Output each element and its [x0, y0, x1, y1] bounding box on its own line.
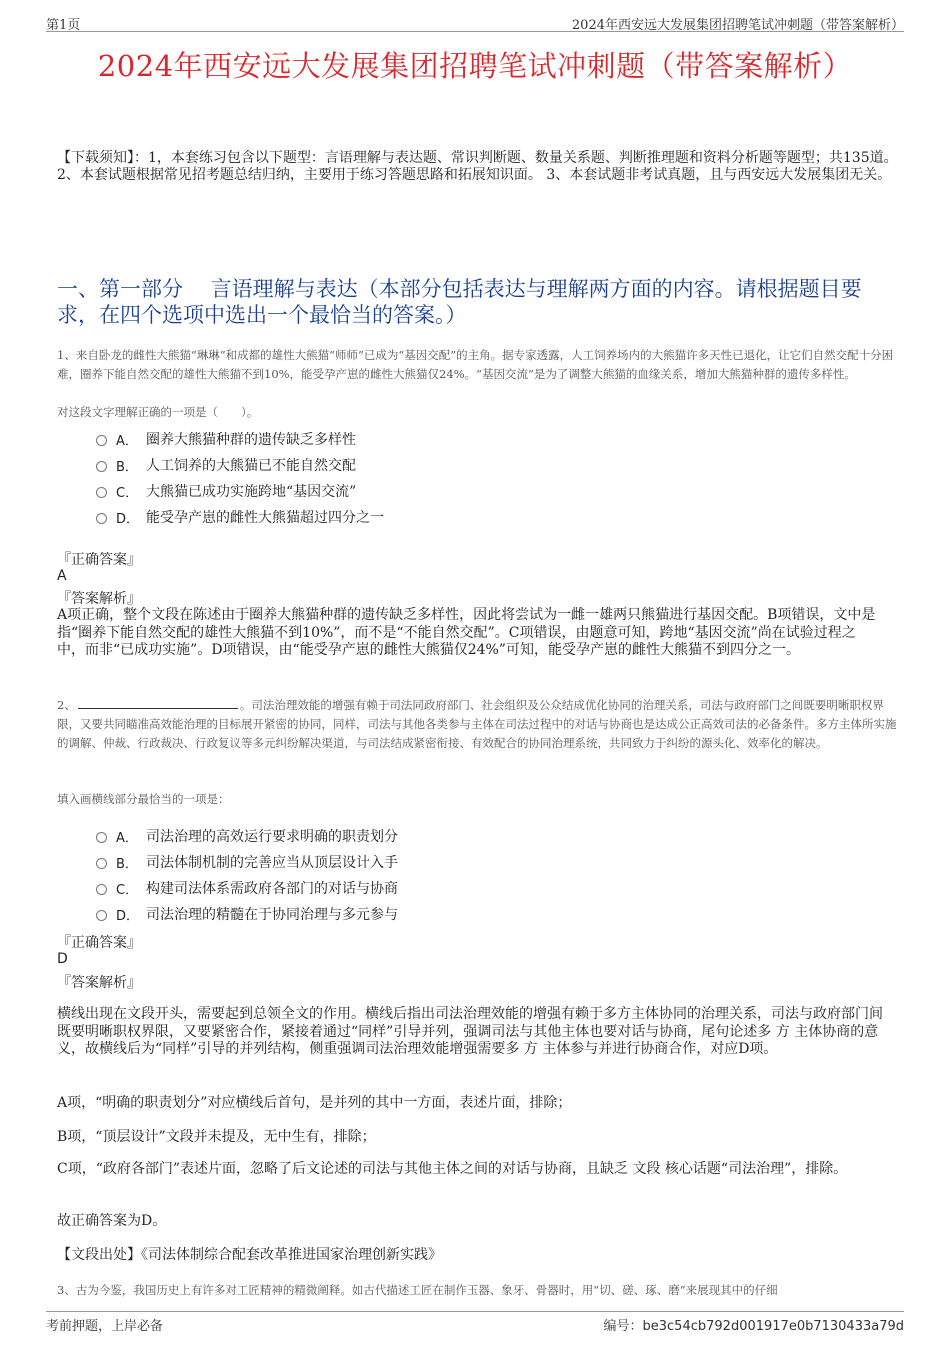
- q2-analysis-option-b: B项，“顶层设计”文段并未提及，无中生有，排除；: [57, 1129, 376, 1145]
- option-text: 构建司法体系需政府各部门的对话与协商: [146, 881, 398, 897]
- section-heading: 一、第一部分 言语理解与表达（本部分包括表达与理解两方面的内容。请根据题目要求，在四个选项中选出一个最恰当的答案。）: [57, 277, 862, 327]
- question-1-stem: 1、来自卧龙的雌性大熊猫“琳琳”和成都的雄性大熊猫“师师”已成为“基因交配”的主角。据专家透露，人工饲养场内的大熊猫许多天性已退化，让它们自然交配十分困难，圈养下能自然交配的雄性大熊猫不到10%，能受孕产崽的雌性大熊猫仅24%。“基因交流”是为了调整大熊猫的血缘关系，增加大熊猫种群的遗传多样性。: [57, 348, 894, 381]
- q1-analysis-label: 『答案解析』: [57, 591, 141, 607]
- header-divider: [46, 31, 904, 32]
- radio-icon[interactable]: [96, 435, 107, 446]
- q2-option-c[interactable]: [96, 878, 398, 898]
- header-doc-title: 2024年西安远大发展集团招聘笔试冲刺题（带答案解析）: [571, 18, 904, 33]
- q1-option-d[interactable]: [96, 507, 384, 527]
- option-text: 人工饲养的大熊猫已不能自然交配: [146, 458, 356, 474]
- footer-code: [604, 1315, 905, 1334]
- radio-icon[interactable]: [96, 910, 107, 921]
- q2-source: 【文段出处】《司法体制综合配套改革推进国家治理创新实践》: [57, 1247, 442, 1263]
- document-title: 2024年西安远大发展集团招聘笔试冲刺题（带答案解析）: [97, 49, 853, 83]
- radio-icon[interactable]: [96, 884, 107, 895]
- option-text: 能受孕产崽的雌性大熊猫超过四分之一: [146, 510, 384, 526]
- q2-conclusion: 故正确答案为D。: [57, 1213, 167, 1229]
- option-letter: A．: [116, 830, 138, 846]
- page-number: 第1页: [46, 18, 81, 33]
- option-letter: A．: [116, 433, 138, 449]
- option-letter: B．: [116, 459, 138, 475]
- footer-slogan: 考前押题，上岸必备: [46, 1319, 164, 1334]
- q2-option-d[interactable]: [96, 904, 398, 924]
- footer-divider: [46, 1311, 904, 1312]
- option-text: 大熊猫已成功实施跨地“基因交流”: [146, 484, 357, 500]
- q1-option-c[interactable]: [96, 481, 356, 501]
- q1-answer-label: 『正确答案』: [57, 552, 141, 568]
- option-letter: B．: [116, 856, 138, 872]
- fill-blank: [78, 698, 238, 709]
- q2-answer: D: [57, 951, 68, 967]
- option-letter: D．: [116, 908, 140, 924]
- question-2-prompt: 填入画横线部分最恰当的一项是：: [57, 792, 230, 806]
- q2-analysis-option-a: A项，“明确的职责划分”对应横线后首句，是并列的其中一方面，表述片面，排除；: [57, 1095, 572, 1111]
- download-notice: 【下载须知】：1，本套练习包含以下题型：言语理解与表达题、常识判断题、数量关系题、判断推理题和资料分析题等题型；共135道。 2、本套试题根据常见招考题总结归纳，主要用于练习答题思路和拓展知识面。 3、本套试题非考试真题，且与西安远大发展集团无关。: [57, 150, 898, 183]
- footer-code-label: 编号：: [603, 1319, 643, 1334]
- q1-answer: A: [57, 568, 67, 584]
- question-1-prompt: 对这段文字理解正确的一项是（ ）。: [57, 405, 259, 419]
- q1-option-a[interactable]: [96, 429, 356, 449]
- radio-icon[interactable]: [96, 513, 107, 524]
- option-text: 司法治理的精髓在于协同治理与多元参与: [146, 907, 398, 923]
- radio-icon[interactable]: [96, 858, 107, 869]
- option-letter: C．: [116, 882, 139, 898]
- option-letter: C．: [116, 485, 139, 501]
- q1-option-b[interactable]: [96, 455, 356, 475]
- q2-answer-label: 『正确答案』: [57, 935, 141, 951]
- q2-analysis: 横线出现在文段开头，需要起到总领全文的作用。横线后指出司法治理效能的增强有赖于多方主体协同的治理关系，司法与政府部门间既要明晰职权界限，又要紧密合作，紧接着通过“同样”引导并列，强调司法与其他主体也要对话与协商，尾句论述多 方 主体协商的意义，故横线后为“同样”引导的并列结构，侧重强调司法治理效能增强需要多 方 主体参与并进行协商合作，对应D项。: [57, 1006, 883, 1057]
- radio-icon[interactable]: [96, 461, 107, 472]
- q1-analysis: A项正确，整个文段在陈述由于圈养大熊猫种群的遗传缺乏多样性，因此将尝试为一雌一雄两只熊猫进行基因交配。B项错误，文中是指“圈养下能自然交配的雄性大熊猫不到10%”，而不是“不能自然交配”。C项错误，由题意可知，跨地“基因交流”尚在试验过程之中，而非“已成功实施”。D项错误，由“能受孕产崽的雌性大熊猫仅24%”可知，能受孕产崽的雌性大熊猫不到四分之一。: [57, 607, 876, 658]
- option-letter: D．: [116, 511, 140, 527]
- q2-option-b[interactable]: [96, 852, 398, 872]
- question-number: 2、: [57, 698, 76, 712]
- q2-analysis-label: 『答案解析』: [57, 975, 141, 991]
- question-2-text: 。司法治理效能的增强有赖于司法同政府部门、社会组织及公众结成优化协同的治理关系，司法与政府部门之间既要明晰职权界限，又要共同瞄准高效能治理的目标展开紧密的协同，同样，司法与其他各类参与主体在司法过程中的对话与协商也是达成公正高效司法的必备条件。多方主体所实施的调解、仲裁、行政裁决、行政复议等多元纠纷解决渠道，与司法结成紧密衔接、有效配合的协同治理系统，共同致力于纠纷的源头化、效率化的解决。: [57, 698, 897, 750]
- q2-option-a[interactable]: [96, 826, 398, 846]
- radio-icon[interactable]: [96, 487, 107, 498]
- option-text: 司法治理的高效运行要求明确的职责划分: [146, 829, 398, 845]
- radio-icon[interactable]: [96, 832, 107, 843]
- question-2-stem: [57, 696, 899, 753]
- footer-code-value: be3c54cb792d001917e0b7130433a79d: [642, 1319, 904, 1334]
- q2-analysis-option-c: C项，“政府各部门”表述片面，忽略了后文论述的司法与其他主体之间的对话与协商，且缺乏 文段 核心话题“司法治理”，排除。: [57, 1161, 848, 1177]
- question-3-stem: 3、古为今鉴，我国历史上有许多对工匠精神的精微阐释。如古代描述工匠在制作玉器、象牙、骨器时，用“切、磋、琢、磨”来展现其中的仔细: [57, 1283, 778, 1297]
- option-text: 司法体制机制的完善应当从顶层设计入手: [146, 855, 398, 871]
- option-text: 圈养大熊猫种群的遗传缺乏多样性: [146, 432, 356, 448]
